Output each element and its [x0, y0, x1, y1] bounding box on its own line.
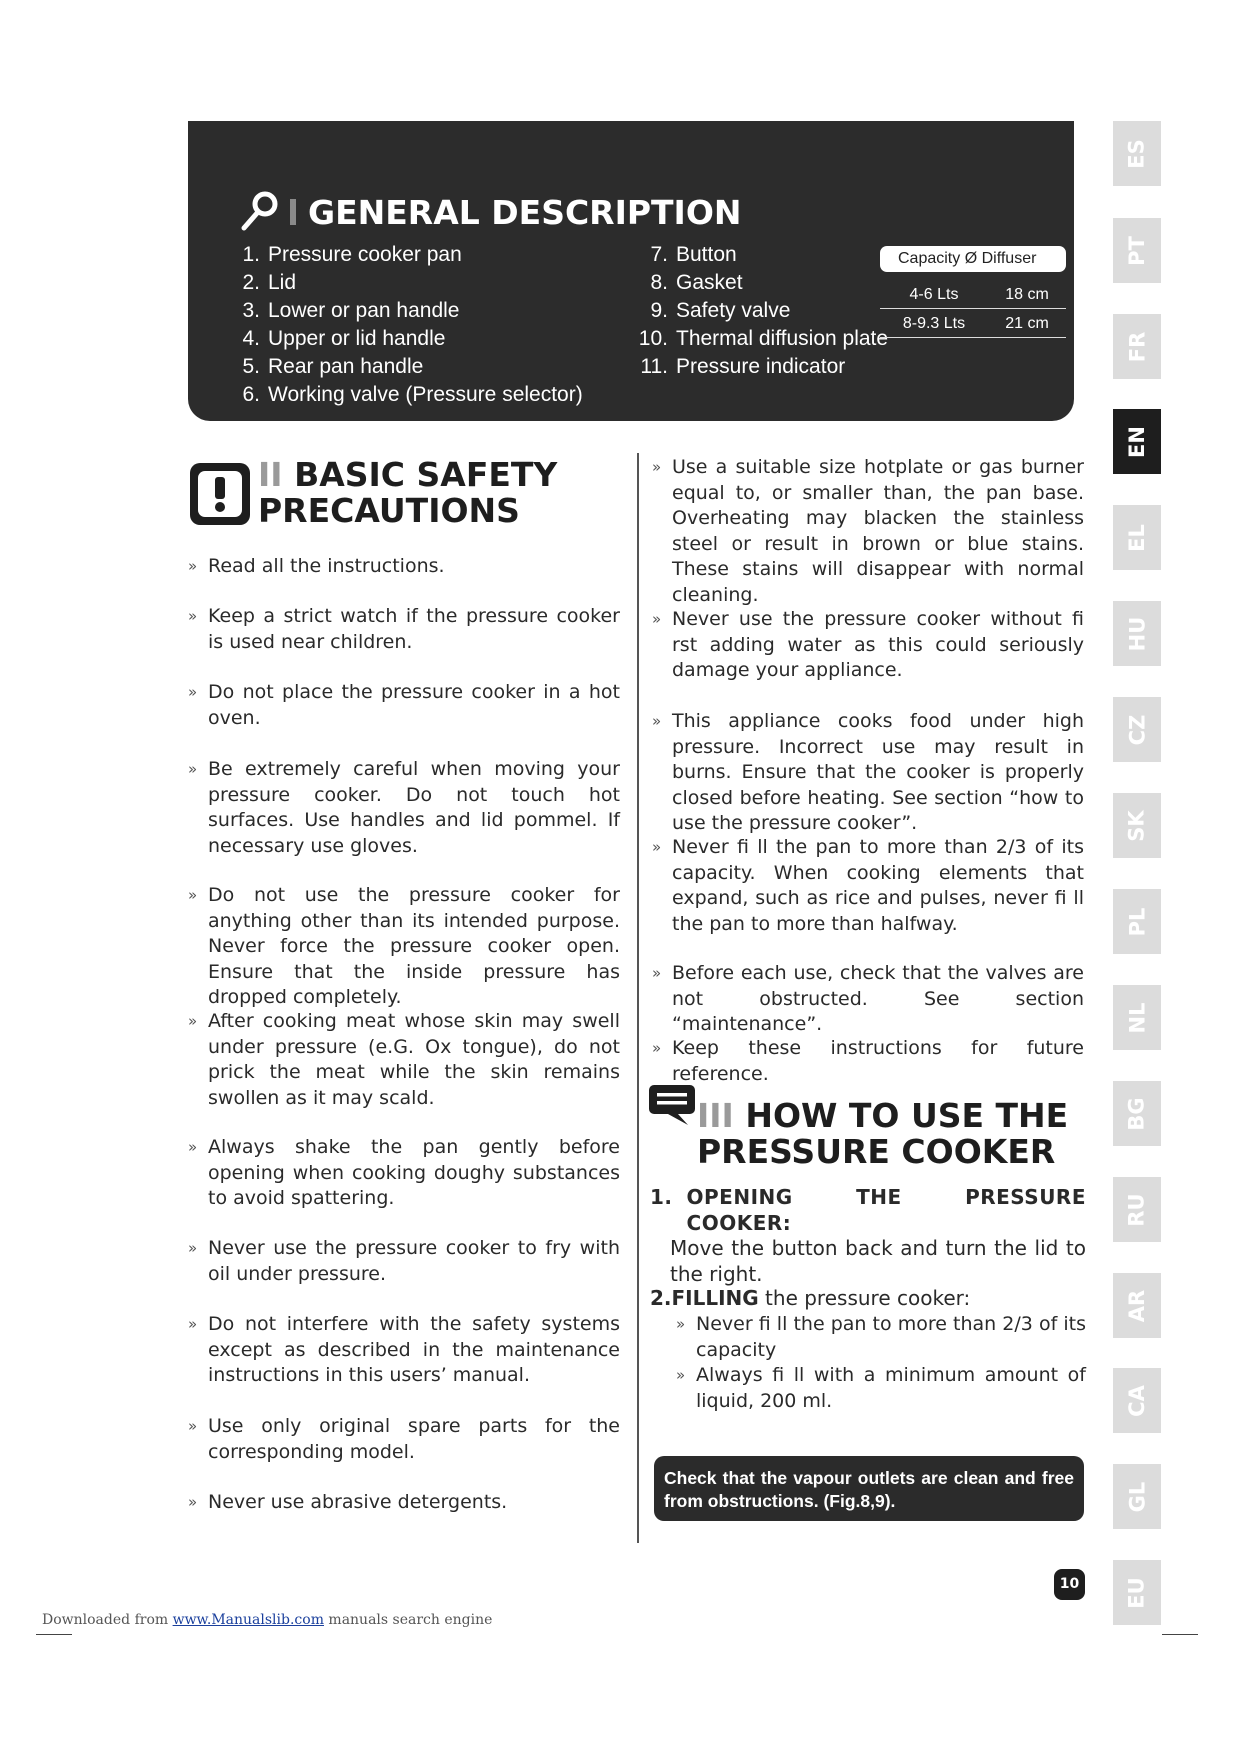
- heading-line: BASIC SAFETY: [294, 455, 558, 494]
- capacity-value: 4-6 Lts: [909, 286, 959, 303]
- bullet-item: [652, 455, 1084, 608]
- part-number: 10.: [638, 327, 668, 350]
- bullet-text: Always fi ll with a minimum amount of liquid, 200 ml.: [696, 1364, 1086, 1412]
- part-number: 11.: [640, 355, 668, 378]
- part-item: [638, 241, 888, 269]
- part-item: [638, 297, 888, 325]
- bullet-item: [652, 961, 1084, 1038]
- bullet-text: Never use abrasive detergents.: [208, 1491, 508, 1513]
- bullet-marker: »: [188, 607, 198, 625]
- bullet-item: [676, 1363, 1086, 1414]
- language-tab-ca[interactable]: [1113, 1368, 1161, 1433]
- language-tab-es[interactable]: [1113, 121, 1161, 186]
- bullet-marker: »: [652, 610, 662, 628]
- manualslib-link[interactable]: www.Manualslib.com: [172, 1612, 324, 1628]
- bullet-item: [188, 1490, 620, 1516]
- step-text: Move the button back and turn the lid to the right.: [670, 1236, 1086, 1286]
- bullet-item: [188, 680, 620, 731]
- step-title: [687, 1185, 1086, 1236]
- step-title-text: OPENING THE PRESSURE COOKER:: [686, 1185, 1086, 1235]
- part-item: [638, 269, 888, 297]
- capacity-table-header: Capacity Ø Diffuser: [880, 246, 1066, 272]
- bullet-text: Do not use the pressure cooker for anything other than its intended purpose. Never force the pressure cooker open. Ensure that the inside pressure has dropped completely.: [208, 884, 620, 1008]
- bullet-text: Never use the pressure cooker without fi rst adding water as this could seriously damage your appliance.: [672, 608, 1084, 681]
- language-tab-sk[interactable]: [1113, 793, 1161, 858]
- part-label: Lid: [268, 271, 297, 294]
- part-item: [638, 353, 888, 381]
- part-item: [230, 269, 583, 297]
- diffuser-value: 18 cm: [1005, 286, 1049, 303]
- footer: [42, 1612, 492, 1628]
- part-label: Lower or pan handle: [268, 299, 460, 322]
- section-marker: [290, 199, 296, 225]
- language-tab-label: CA: [1124, 1384, 1149, 1417]
- bullet-item: [188, 554, 620, 580]
- capacity-row: [880, 280, 1066, 309]
- bullet-marker: »: [188, 1315, 198, 1333]
- part-label: Safety valve: [676, 299, 791, 322]
- language-tab-label: AR: [1125, 1289, 1149, 1322]
- part-number: 4.: [242, 327, 260, 350]
- language-tab-hu[interactable]: [1113, 601, 1161, 666]
- language-tab-label: ES: [1124, 138, 1149, 169]
- language-tab-cz[interactable]: [1113, 697, 1161, 762]
- language-tab-label: PT: [1125, 235, 1149, 266]
- language-tab-label: SK: [1125, 809, 1149, 842]
- bullet-marker: »: [188, 1417, 198, 1435]
- language-tab-gl[interactable]: [1113, 1464, 1161, 1529]
- bullet-text: Before each use, check that the valves are not obstructed. See section “maintenance”.: [672, 962, 1084, 1035]
- bullet-item: [188, 604, 620, 655]
- bullet-item: [188, 1312, 620, 1389]
- bullet-text: After cooking meat whose skin may swell under pressure (e.G. Ox tongue), do not prick the meat while the skin remains swollen as it may scald.: [208, 1010, 620, 1109]
- part-label: Thermal diffusion plate: [676, 327, 889, 350]
- heading-line: PRECAUTIONS: [258, 491, 520, 530]
- language-tab-nl[interactable]: [1113, 985, 1161, 1050]
- part-number: 6.: [242, 383, 260, 406]
- language-tab-label: PL: [1125, 907, 1149, 936]
- bullet-item: [188, 1009, 620, 1111]
- bullet-marker: »: [676, 1366, 686, 1384]
- roman-numeral: III: [697, 1096, 734, 1135]
- part-label: Gasket: [676, 271, 743, 294]
- diffuser-value: 21 cm: [1005, 315, 1049, 332]
- step-filling: [650, 1286, 1086, 1312]
- part-item: [230, 297, 583, 325]
- bullet-text: Keep a strict watch if the pressure cooker is used near children.: [208, 605, 620, 653]
- bullet-text: Keep these instructions for future reference.: [672, 1037, 1084, 1085]
- heading-line: PRESSURE COOKER: [697, 1132, 1056, 1171]
- part-number: 1.: [242, 243, 260, 266]
- roman-numeral: II: [258, 455, 283, 494]
- bullet-marker: »: [652, 458, 662, 476]
- safety-heading: [258, 457, 557, 529]
- bullet-marker: »: [652, 838, 662, 856]
- bullet-marker: »: [188, 760, 198, 778]
- part-item: [230, 325, 583, 353]
- bullet-marker: »: [188, 683, 198, 701]
- part-item: [230, 353, 583, 381]
- language-tab-label: BG: [1125, 1096, 1149, 1131]
- part-number: 8.: [650, 271, 668, 294]
- bullet-item: [652, 709, 1084, 837]
- language-tab-ru[interactable]: [1113, 1177, 1161, 1242]
- section-title-text: GENERAL DESCRIPTION: [308, 192, 742, 232]
- part-item: [230, 381, 583, 409]
- language-tab-label: HU: [1124, 616, 1149, 651]
- parts-list-right: [638, 241, 888, 381]
- bullet-item: [676, 1312, 1086, 1363]
- language-tab-el[interactable]: [1113, 505, 1161, 570]
- vapour-outlet-callout: Check that the vapour outlets are clean and free from obstructions. (Fig.8,9).: [654, 1456, 1084, 1521]
- footer-rule-left: [36, 1634, 72, 1635]
- bullet-item: [188, 1135, 620, 1212]
- bullet-item: [188, 883, 620, 1011]
- bullet-marker: »: [188, 1239, 198, 1257]
- bullet-text: Never use the pressure cooker to fry with oil under pressure.: [208, 1237, 620, 1285]
- bullet-text: Never fi ll the pan to more than 2/3 of its capacity: [696, 1313, 1086, 1361]
- language-tab-label: RU: [1124, 1192, 1149, 1227]
- step-title: FILLING: [671, 1286, 759, 1310]
- bullet-text: This appliance cooks food under high pressure. Incorrect use may result in burns. Ensure that the cooker is properly closed before heating. See section “how to use the pressure cooker”.: [672, 710, 1084, 834]
- speech-bubble-icon: [648, 1083, 696, 1127]
- bullet-marker: »: [188, 557, 198, 575]
- part-number: 5.: [242, 355, 260, 378]
- bullet-marker: »: [188, 1012, 198, 1030]
- capacity-table: [880, 246, 1066, 338]
- howto-heading: [697, 1098, 1068, 1170]
- part-label: Rear pan handle: [268, 355, 424, 378]
- language-tab-en[interactable]: [1113, 409, 1161, 474]
- bullet-text: Do not place the pressure cooker in a hot oven.: [208, 681, 620, 729]
- bullet-text: Read all the instructions.: [208, 555, 445, 577]
- bullet-item: [188, 1236, 620, 1287]
- step-text: the pressure cooker:: [758, 1286, 971, 1310]
- language-tab-label: NL: [1125, 1002, 1149, 1033]
- general-description-panel: [188, 121, 1074, 421]
- bullet-text: Never fi ll the pan to more than 2/3 of its capacity. When cooking elements that expand, such as rice and pulses, never fi ll the pan to more than halfway.: [672, 836, 1084, 935]
- part-item: [230, 241, 583, 269]
- bullet-item: [188, 757, 620, 859]
- capacity-row: [880, 309, 1066, 338]
- bullet-item: [652, 607, 1084, 684]
- part-label: Pressure indicator: [676, 355, 846, 378]
- capacity-value: 8-9.3 Lts: [902, 315, 966, 332]
- footer-suffix: manuals search engine: [323, 1612, 493, 1628]
- bullet-marker: »: [188, 1493, 198, 1511]
- part-number: 2.: [242, 271, 260, 294]
- bullet-marker: »: [652, 964, 662, 982]
- bullet-marker: »: [188, 1138, 198, 1156]
- language-tab-label: FR: [1124, 331, 1149, 362]
- part-label: Working valve (Pressure selector): [268, 383, 583, 406]
- bullet-item: [188, 1414, 620, 1465]
- language-tab-label: CZ: [1124, 714, 1149, 745]
- part-number: 7.: [650, 243, 668, 266]
- language-tab-bg[interactable]: [1113, 1081, 1161, 1146]
- column-divider: [637, 453, 639, 1543]
- part-label: Pressure cooker pan: [268, 243, 462, 266]
- bullet-text: Use only original spare parts for the corresponding model.: [208, 1415, 620, 1463]
- language-tab-fr[interactable]: [1113, 314, 1161, 379]
- bullet-item: [652, 1036, 1084, 1087]
- step-opening: [650, 1185, 1086, 1287]
- bullet-item: [652, 835, 1084, 937]
- step-number: 2.: [650, 1286, 672, 1310]
- page-number: 10: [1054, 1569, 1085, 1600]
- bullet-text: Always shake the pan gently before opening when cooking doughy substances to avoid spattering.: [208, 1136, 620, 1209]
- parts-list-left: [230, 241, 583, 409]
- footer-prefix: Downloaded from: [42, 1612, 173, 1628]
- warning-icon: [188, 461, 252, 527]
- general-description-title: [236, 189, 742, 235]
- language-tab-pl[interactable]: [1113, 889, 1161, 954]
- language-tab-label: EU: [1125, 1576, 1149, 1609]
- bullet-marker: »: [188, 886, 198, 904]
- language-tab-ar[interactable]: [1113, 1273, 1161, 1338]
- language-tab-label: EL: [1124, 523, 1149, 552]
- bullet-marker: »: [652, 1039, 662, 1057]
- footer-rule-right: [1162, 1634, 1198, 1635]
- part-label: Button: [676, 243, 737, 266]
- bullet-marker: »: [652, 712, 662, 730]
- language-tab-eu[interactable]: [1113, 1560, 1161, 1625]
- part-label: Upper or lid handle: [268, 327, 446, 350]
- part-number: 3.: [242, 299, 260, 322]
- language-tab-label: EN: [1124, 425, 1149, 458]
- language-tab-pt[interactable]: [1113, 218, 1161, 283]
- bullet-text: Be extremely careful when moving your pressure cooker. Do not touch hot surfaces. Use handles and lid pommel. If necessary use gloves.: [208, 758, 620, 857]
- part-item: [638, 325, 888, 353]
- language-tab-label: GL: [1125, 1481, 1149, 1512]
- step-number: 1.: [650, 1185, 673, 1209]
- bullet-text: Do not interfere with the safety systems except as described in the maintenance instructions in this users’ manual.: [208, 1313, 620, 1386]
- part-number: 9.: [650, 299, 668, 322]
- heading-line: HOW TO USE THE: [745, 1096, 1069, 1135]
- wrench-icon: [236, 189, 282, 235]
- bullet-text: Use a suitable size hotplate or gas burner equal to, or smaller than, the pan base. Overheating may blacken the stainless steel or result in brown or blue stains. These stains will disappear with normal cleaning.: [672, 456, 1084, 606]
- bullet-marker: »: [676, 1315, 686, 1333]
